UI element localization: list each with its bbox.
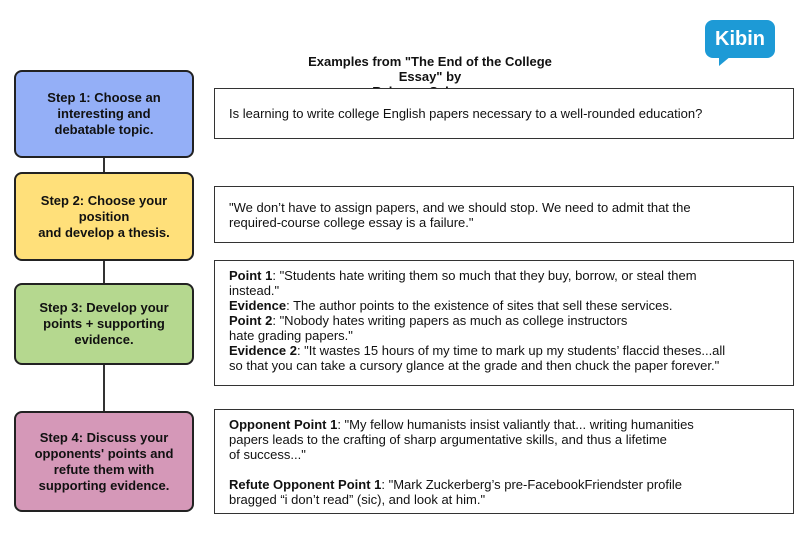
point-1-text-1: : "Students hate writing them so much that they buy, borrow, or steal them [272, 268, 697, 283]
evidence-2-label: Evidence 2 [229, 343, 297, 358]
point-1-label: Point 1 [229, 268, 273, 283]
step-1-text [47, 90, 160, 138]
point-2-label: Point 2 [229, 313, 273, 328]
point-2-cont: hate grading papers." [229, 328, 353, 343]
refute-point-1-label: Refute Opponent Point 1 [229, 477, 382, 492]
refute-point-1-cont: bragged “i don’t read” (sic), and look at him." [229, 492, 486, 507]
step-3-text [39, 300, 168, 348]
step-1-line-1: Step 1: Choose an [47, 90, 161, 105]
evidence-2-text-1: : "It wastes 15 hours of my time to mark up my students’ flaccid theses...all [296, 343, 726, 358]
kibin-logo-text: Kibin [705, 20, 775, 58]
example-box-1 [214, 88, 794, 139]
title-line-1: Examples from "The End of the College Essay" by [308, 54, 552, 84]
connector-2-3 [103, 260, 105, 283]
evidence-1-text: : The author points to the existence of sites that sell these services. [286, 298, 673, 313]
opponent-point-1 [229, 417, 779, 432]
refute-point-1 [229, 477, 779, 492]
connector-3-4 [103, 364, 105, 412]
step-2-text [38, 193, 170, 241]
evidence-1 [229, 298, 779, 313]
step-3-line-1: Step 3: Develop your [39, 300, 169, 315]
step-4-line-3: refute them with [53, 461, 155, 477]
step-2-line-2: position [78, 208, 130, 224]
step-2-box [14, 172, 194, 261]
refute-point-1-text-1: : "Mark Zuckerberg’s pre-FacebookFriendster profile [381, 477, 682, 492]
step-3-line-3: evidence. [74, 332, 134, 347]
step-2-line-3: and develop a thesis. [38, 224, 170, 240]
example-1-text: Is learning to write college English papers necessary to a well-rounded education? [229, 106, 703, 121]
point-2 [229, 313, 779, 328]
example-box-4 [214, 409, 794, 514]
step-1-box [14, 70, 194, 158]
step-1-line-2: interesting and [57, 106, 151, 121]
step-3-box [14, 283, 194, 365]
step-1-line-3: debatable topic. [54, 122, 154, 137]
step-4-text [35, 430, 174, 494]
kibin-logo [705, 20, 775, 66]
example-box-3 [214, 260, 794, 386]
opponent-point-1-cont-2: of success..." [229, 447, 306, 462]
step-2-line-1: Step 2: Choose your [40, 192, 168, 208]
example-box-2 [214, 186, 794, 243]
point-1 [229, 268, 779, 283]
point-2-text-1: : "Nobody hates writing papers as much as college instructors [272, 313, 628, 328]
evidence-1-label: Evidence [229, 298, 287, 313]
step-4-box [14, 411, 194, 512]
example-2-line-1: "We don’t have to assign papers, and we should stop. We need to admit that the [229, 199, 691, 215]
evidence-2 [229, 343, 779, 358]
step-4-line-4: supporting evidence. [38, 477, 170, 493]
step-4-line-1: Step 4: Discuss your [39, 429, 169, 445]
step-3-line-2: points + supporting [43, 316, 165, 331]
opponent-point-1-text-1: : "My fellow humanists insist valiantly that... writing humanities [337, 417, 694, 432]
evidence-2-cont: so that you can take a cursory glance at the grade and then chuck the paper forever." [229, 358, 720, 373]
example-2-line-2: required-course college essay is a failure." [229, 214, 474, 230]
kibin-logo-tail [719, 56, 731, 66]
step-4-line-2: opponents' points and [34, 445, 174, 461]
point-1-cont: instead." [229, 283, 280, 298]
connector-1-2 [103, 157, 105, 173]
opponent-point-1-label: Opponent Point 1 [229, 417, 338, 432]
opponent-point-1-cont-1: papers leads to the crafting of sharp argumentative skills, and thus a lifetime [229, 432, 667, 447]
